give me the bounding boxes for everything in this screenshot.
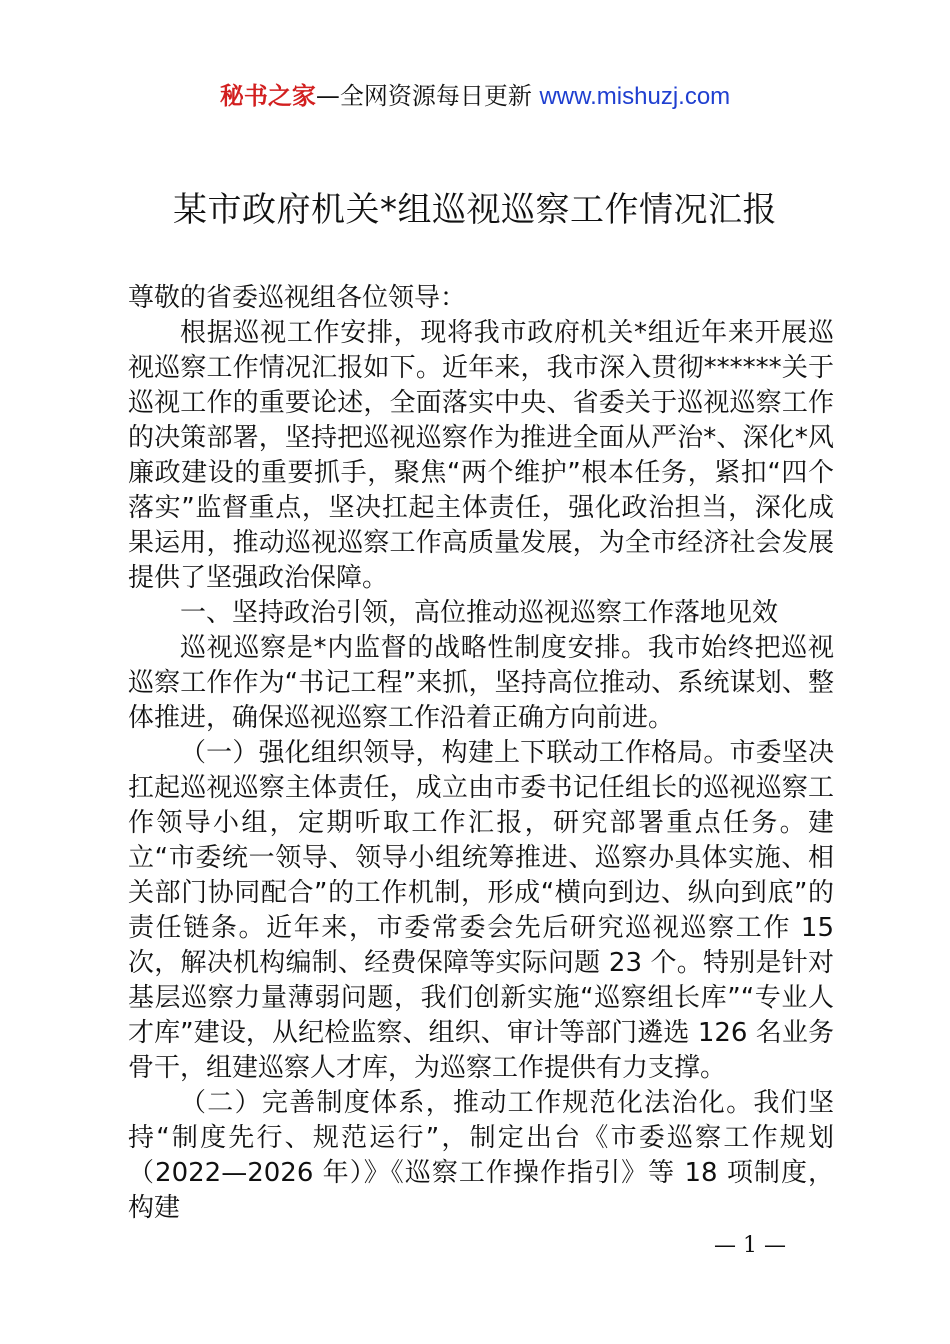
document-title: 某市政府机关*组巡视巡察工作情况汇报 xyxy=(173,190,777,230)
paragraph-intro: 根据巡视工作安排，现将我市政府机关*组近年来开展巡视巡察工作情况汇报如下。近年来，我市深入贯彻******关于巡视工作的重要论述，全面落实中央、省委关于巡视巡察工作的决策部署，坚持把巡视巡察作为推进全面从严治*、深化*风廉政建设的重要抓手，聚焦“两个维护”根本任务，紧扣“四个落实”监督重点，坚决扛起主体责任，强化政治担当，深化成果运用，推动巡视巡察工作高质量发展，为全市经济社会发展提供了坚强政治保障。 xyxy=(128,318,834,593)
site-brand: 秘书之家 xyxy=(219,82,316,110)
site-banner xyxy=(0,80,950,113)
site-slogan: —全网资源每日更新 xyxy=(315,82,540,110)
paragraph-subsection-1: （一）强化组织领导，构建上下联动工作格局。市委坚决扛起巡视巡察主体责任，成立由市委书记任组长的巡视巡察工作领导小组，定期听取工作汇报，研究部署重点任务。建立“市委统一领导、领导小组统筹推进、巡察办具体实施、相关部门协同配合”的工作机制，形成“横向到边、纵向到底”的责任链条。近年来，市委常委会先后研究巡视巡察工作 15 次，解决机构编制、经费保障等实际问题 23 个。特别是针对基层巡察力量薄弱问题，我们创新实施“巡察组长库”“专业人才库”建设，从纪检监察、组织、审计等部门遴选 126 名业务骨干，组建巡察人才库，为巡察工作提供有力支撑。 xyxy=(128,738,834,1083)
page-number: — 1 — xyxy=(714,1233,786,1258)
salutation: 尊敬的省委巡视组各位领导： xyxy=(128,283,467,313)
paragraph-subsection-2: （二）完善制度体系，推动工作规范化法治化。我们坚持“制度先行、规范运行”，制定出台《市委巡察工作规划（2022—2026 年）》《巡察工作操作指引》等 18 项制度，构建 xyxy=(128,1088,834,1223)
section-heading-1: 一、坚持政治引领，高位推动巡视巡察工作落地见效 xyxy=(180,598,779,628)
document-body xyxy=(128,281,834,1226)
paragraph-section-1: 巡视巡察是*内监督的战略性制度安排。我市始终把巡视巡察工作作为“书记工程”来抓，坚持高位推动、系统谋划、整体推进，确保巡视巡察工作沿着正确方向前进。 xyxy=(128,633,834,733)
site-url-link[interactable]: www.mishuzj.com xyxy=(539,83,731,110)
